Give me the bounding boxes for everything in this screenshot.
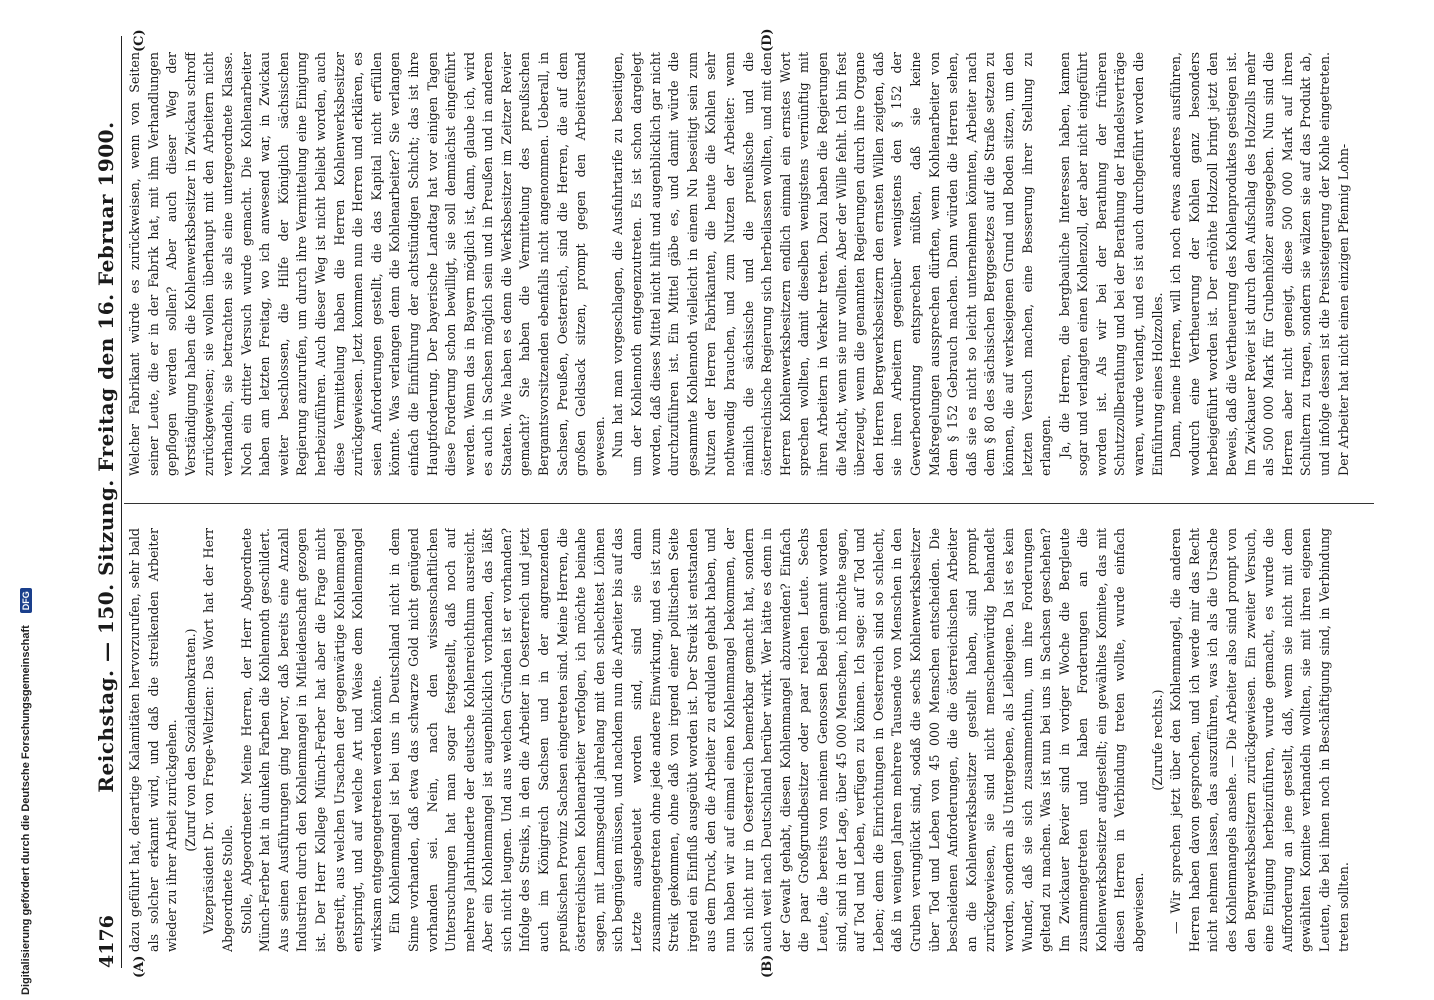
paragraph: — Wir sprechen jetzt über den Kohlenmangel, die anderen Herren haben davon gesprochen, und ich werde mir das Recht nicht nehmen lassen, das auszuführen, was ich als die Ursache des Kohlenmangels ansehe. — Die Arbeiter also sind prompt von den Bergwerksbesitzern zurückgewiesen. Ein zweiter Versuch, eine Einigung herbeizuführen, wurde gemacht, es wurde die Aufforderung an jene gestellt, daß, wenn sie nicht mit dem gewählten Komitee verhandeln wollten, sie mit ihren eigenen Leuten, die bei ihnen noch in Beschäftigung sind, in Verbindung treten sollten. bbox=[1168, 528, 1351, 952]
interjection: (Zuruf von den Sozialdemokraten.) bbox=[182, 628, 198, 852]
column-right bbox=[126, 52, 1376, 476]
running-header bbox=[84, 36, 122, 968]
rotated-page-content bbox=[70, 22, 1390, 982]
page-number: 4176 bbox=[96, 915, 118, 968]
paragraph-speech: Stolle, Abgeordneter: Meine Herren, der Herr Abgeordnete Münch-Ferber hat in dunkeln Farben die Kohlennoth geschildert. Aus seinen Ausführungen ging hervor, daß bereits eine Anzahl Industrien durch den Kohlenmangel in Mitleidenschaft gezogen ist. Der Herr Kollege Münch-Ferber hat aber die Frage nicht gestreift, aus welchen Ursachen der gegenwärtige Kohlenmangel entspringt, und auf welche Art und Weise dem Kohlenmangel wirksam entgegengetreten werden könnte. bbox=[238, 528, 384, 952]
paragraph: Nun hat man vorgeschlagen, die Ausfuhrtarife zu beseitigen, um der Kohlennoth entgegenzutreten. Es ist schon dargelegt worden, daß dieses Mittel nicht hilft und augenblicklich gar nicht durchzuführen ist. Ein Mittel gäbe es, und damit würde die gesammte Kohlennoth vielleicht in einem Nu beseitigt sein zum Nutzen der Herren Fabrikanten, die heute die Kohlen sehr nothwendig brauchen, und zum Nutzen der Arbeiter: wenn nämlich die sächsische und die preußische und die österreichische Regierung sich herbeilassen wollten, und mit den Herren Kohlenwerksbesitzern endlich einmal ein ernstes Wort sprechen wollten, damit dieselben wenigstens vernünftig mit ihren Arbeitern in Verkehr treten. Dazu haben die Regierungen die Macht, wenn sie nur wollten. Aber der Wille fehlt. Ich bin fest überzeugt, wenn die genannten Regierungen durch ihre Organe den Herren Bergwerksbesitzern den ernsten Willen zeigten, daß sie ihren Arbeitern gegenüber wenigstens den § 152 der Gewerbeordnung entsprechen müßten, daß sie keine Maßregelungen aussprechen dürften, wenn Kohlenarbeiter von dem § 152 Gebrauch machen. Dann würden die Herren sehen, daß sie es nicht so leicht unternehmen könnten, Arbeiter nach dem § 80 des sächsischen Berggesetzes auf die Straße setzen zu können, die auf werkseigenen Grund und Boden sitzen, um den letzten Versuch machen, eine Besserung ihrer Stellung zu erlangen. bbox=[610, 52, 1054, 476]
paragraph: Dann, meine Herren, will ich noch etwas anderes ausführen, wodurch eine Vertheuerung der Kohlen ganz besonders herbeigeführt worden ist. Der erhöhte Holzzoll bringt jetzt den Beweis, daß die Vertheuerung des Kohlenproduktes gestiegen ist. Im Zwickauer Revier ist durch den Aufschlag des Holzzolls mehr als 500 000 Mark für Grubenhölzer ausgegeben. Nun sind die Herren aber nicht geneigt, diese 500 000 Mark auf ihren Schultern zu tragen, sondern sie wälzen sie auf das Produkt ab, und infolge dessen ist die Preissteigerung der Kohle eingetreten. Der Arbeiter hat nicht einen einzigen Pfennig Lohn- bbox=[1168, 52, 1351, 476]
paragraph-speaker-call: Vizepräsident Dr. von Frege-Weltzien: Das Wort hat der Herr Abgeordnete Stolle. bbox=[201, 528, 235, 952]
credit-text: Digitalisierung gefördert durch die Deutsche Forschungsgemeinschaft bbox=[20, 625, 32, 995]
digitization-credit bbox=[12, 590, 40, 995]
margin-mark-a: (A) bbox=[132, 955, 147, 978]
margin-mark-c: (C) bbox=[132, 29, 147, 52]
column-divider bbox=[124, 503, 1374, 504]
dfg-logo: DFG bbox=[20, 588, 32, 613]
margin-mark-d: (D) bbox=[760, 28, 775, 52]
paragraph: Ja, die Herren, die bergbauliche Interessen haben, kamen sogar und verlangten einen Kohlenzoll, der aber nicht eingeführt worden ist. Als wir bei der Berathung der früheren Schutzzollberathung und bei der Berathung der Handelsverträge waren, wurde verlangt, und es ist auch durchgeführt worden die Einführung eines Holzzolles. bbox=[1056, 52, 1165, 476]
page-title: Reichstag. — 150. Sitzung. Freitag den 16. Februar 1900. bbox=[94, 121, 118, 793]
interjection: (Zurufe rechts.) bbox=[1149, 689, 1165, 791]
paragraph: Ein Kohlenmangel ist bei uns in Deutschland nicht in dem Sinne vorhanden, daß etwa das schwarze Gold nicht genügend vorhanden sei. Nein, nach den wissenschaftlichen Untersuchungen hat man sogar festgestellt, daß noch auf mehrere Jahrhunderte der deutsche Kohlenreichthum ausreicht. Aber ein Kohlenmangel ist augenblicklich vorhanden, das läßt sich nicht leugnen. Und aus welchen Gründen ist er vorhanden? Infolge des Streiks, in den die Arbeiter in Oesterreich und jetzt auch im Königreich Sachsen und in der angrenzenden preußischen Provinz Sachsen eingetreten sind. Meine Herren, die österreichischen Kohlenarbeiter verfolgen, ich möchte beinahe sagen, mit Lammsgeduld jahrelang mit den schlechtest Löhnen sich begnügen müssen, und nachdem nun die Arbeiter bis auf das Letzte ausgebeutet worden sind, sind sie dann zusammengetreten ohne jede andere Einwirkung, und es ist zum Streik gekommen, ohne daß von irgend einer politischen Seite irgend ein Einfluß ausgeübt worden ist. Der Streik ist entstanden aus dem Druck, den die Arbeiter zu erdulden gehabt haben, und nun haben wir auf einmal einen Kohlenmangel bekommen, der sich nicht nur in Oesterreich bemerkbar gemacht hat, sondern auch weit nach Deutschland herüber wirkt. Wer hätte es denn in der Gewalt gehabt, diesen Kohlenmangel abzuwenden? Einfach die paar Großgrundbesitzer oder paar reichen Leute. Sechs Leute, die bereits von meinem Genossen Bebel genannt worden sind, sind in der Lage, über 45 000 Menschen, ich möchte sagen, auf Tod und Leben, verfügen zu können. Ich sage: auf Tod und Leben; denn die Einrichtungen in Oesterreich sind so schlecht, daß in wenigen Jahren mehrere Tausende von Menschen in den Gruben verunglückt sind, sodaß die sechs Kohlenwerksbesitzer über Tod und Leben von 45 000 Menschen entscheiden. Die bescheidenen Anforderungen, die die österreichischen Arbeiter an die Kohlenwerksbesitzer gestellt haben, sind prompt zurückgewiesen, sie sind nicht menschenwürdig behandelt worden, sondern als Untergebene, als Leibeigene. Da ist es kein Wunder, daß sie sich zusammenthun, um ihre Forderungen geltend zu machen. Was ist nun bei uns in Sachsen geschehen? Im Zwickauer Revier sind in voriger Woche die Bergleute zusammengetreten und haben Forderungen an die Kohlenwerksbesitzer aufgestellt; ein gewähltes Komitee, das mit diesen Herren in Verbindung treten wollte, wurde einfach abgewiesen. bbox=[387, 528, 1147, 952]
column-left bbox=[126, 528, 1376, 952]
margin-mark-b: (B) bbox=[760, 954, 775, 978]
paragraph: dazu geführt hat, derartige Kalamitäten hervorzurufen, sehr bald als solcher erkannt wird, und daß die streikenden Arbeiter wieder zu ihrer Arbeit zurückgehen. bbox=[127, 528, 180, 952]
paragraph: Welcher Fabrikant würde es zurückweisen, wenn von Seiten seiner Leute, die er in der Fabrik hat, mit ihm Verhandlungen gepflogen werden sollen? Aber auch dieser Weg der Verständigung haben die Kohlenwerksbesitzer in Zwickau schroff zurückgewiesen; sie wollen überhaupt mit den Arbeitern nicht verhandeln, sie betrachten sie als eine untergeordnete Klasse. Noch ein dritter Versuch wurde gemacht. Die Kohlenarbeiter haben am letzten Freitag, wo ich anwesend war, in Zwickau weiter beschlossen, die Hilfe der Königlich sächsischen Regierung anzurufen, um durch ihre Vermittelung eine Einigung herbeizuführen. Auch dieser Weg ist nicht beliebt worden, auch diese Vermittelung haben die Herren Kohlenwerksbesitzer zurückgewiesen. Jetzt kommen nun die Herren und erklären, es seien Anforderungen gestellt, die das Kapital nicht erfüllen könnte. Was verlangen denn die Kohlenarbeiter? Sie verlangen einfach die Einführung der achtstündigen Schicht; das ist ihre Hauptforderung. Der bayerische Landtag hat vor einigen Tagen diese Forderung schon bewilligt, sie soll demnächst eingeführt werden. Wenn das in Bayern möglich ist, dann, glaube ich, wird es auch in Sachsen möglich sein und in Preußen und in anderen Staaten. Wie haben es denn die Werksbesitzer im Zeitzer Revier gemacht? Sie haben die Vermittelung des preußischen Bergamtsvorsitzenden ebenfalls nicht angenommen. Ueberall, in Sachsen, Preußen, Oesterreich, sind die Herren, die auf dem großen Geldsack sitzen, prompt gegen den Arbeiterstand gewesen. bbox=[127, 52, 607, 476]
